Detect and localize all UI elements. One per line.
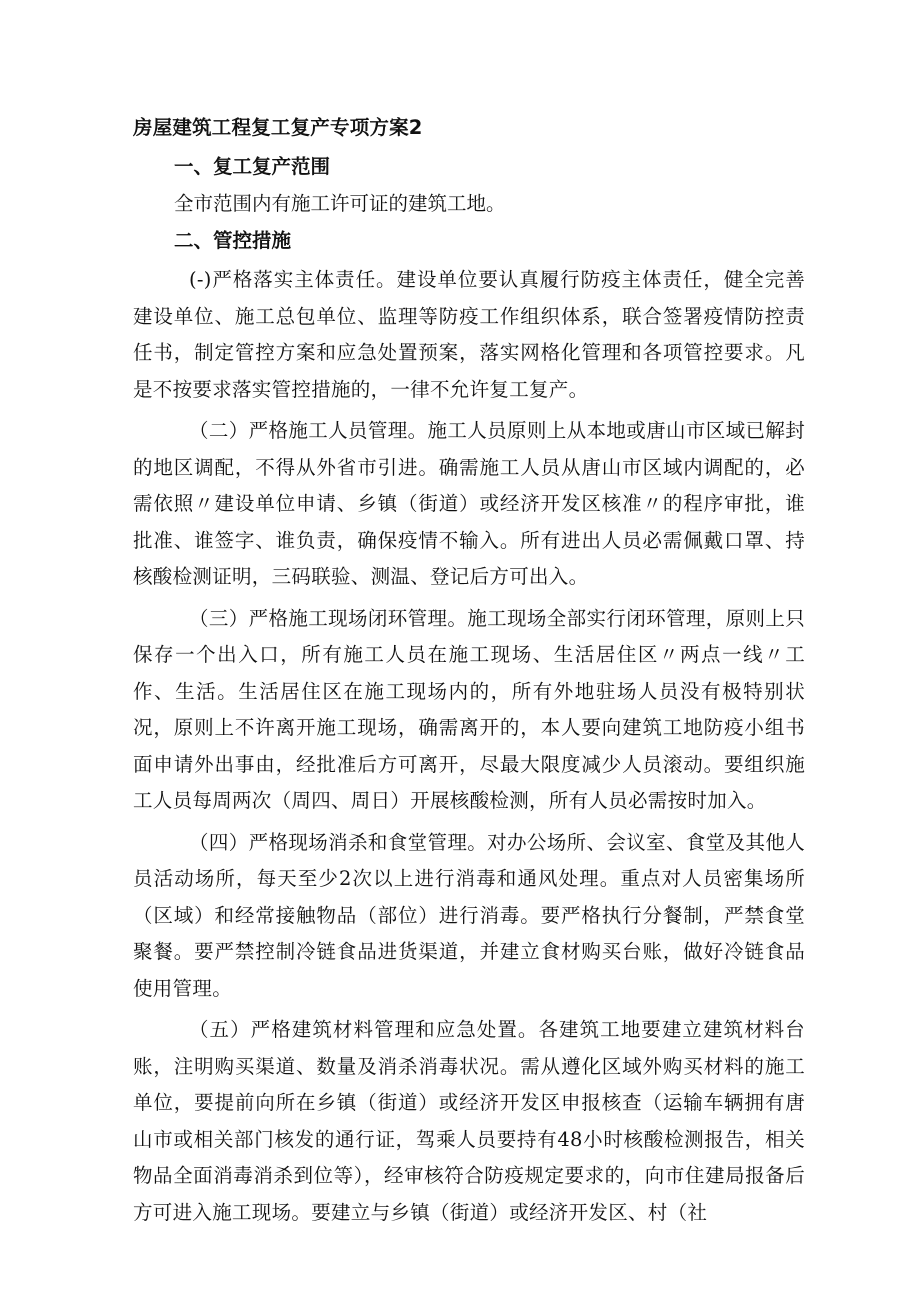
- document-page: [133, 112, 805, 1236]
- paragraph-responsibility: (-)严格落实主体责任。建设单位要认真履行防疫主体责任，健全完善建设单位、施工总包单位、监理等防疫工作组织体系，联合签署疫情防控责任书，制定管控方案和应急处置预案，落实网格化管理和各项管控要求。凡是不按要求落实管控措施的，一律不允许复工复产。: [133, 268, 805, 401]
- paragraph-closed-loop: （三）严格施工现场闭环管理。施工现场全部实行闭环管理，原则上只保存一个出入口，所有施工人员在施工现场、生活居住区〃两点一线〃工作、生活。生活居住区在施工现场内的，所有外地驻场人员没有极特别状况，原则上不许离开施工现场，确需离开的，本人要向建筑工地防疫小组书面申请外出事由，经批准后方可离开，尽最大限度减少人员滚动。要组织施工人员每周两次（周四、周日）开展核酸检测，所有人员必需按时加入。: [133, 606, 805, 812]
- paragraph-personnel: （二）严格施工人员管理。施工人员原则上从本地或唐山市区域已解封的地区调配，不得从外省市引进。确需施工人员从唐山市区域内调配的，必需依照〃建设单位申请、乡镇（街道）或经济开发区核准〃的程序审批，谁批准、谁签字、谁负责，确保疫情不输入。所有进出人员必需佩戴口罩、持核酸检测证明，三码联验、测温、登记后方可出入。: [133, 419, 805, 588]
- section-text-scope: 全市范围内有施工许可证的建筑工地。: [174, 192, 506, 215]
- paragraph-disinfection: （四）严格现场消杀和食堂管理。对办公场所、会议室、食堂及其他人员活动场所，每天至少2次以上进行消毒和通风处理。重点对人员密集场所（区域）和经常接触物品（部位）进行消毒。要严格执行分餐制，严禁食堂聚餐。要严禁控制冷链食品进货渠道，并建立食材购买台账，做好冷链食品使用管理。: [133, 830, 805, 1000]
- section-heading-scope: 一、复工复产范围: [174, 155, 331, 178]
- paragraph-materials: （五）严格建筑材料管理和应急处置。各建筑工地要建立建筑材料台账，注明购买渠道、数量及消杀消毒状况。需从遵化区域外购买材料的施工单位，要提前向所在乡镇（街道）或经济开发区申报核查（运输车辆拥有唐山市或相关部门核发的通行证，驾乘人员要持有48小时核酸检测报告，相关物品全面消毒消杀到位等），经审核符合防疫规定要求的，向市住建局报备后方可进入施工现场。要建立与乡镇（街道）或经济开发区、村（社: [133, 1018, 805, 1224]
- section-heading-measures: 二、管控措施: [174, 229, 292, 252]
- document-title: 房屋建筑工程复工复产专项方案2: [133, 116, 423, 139]
